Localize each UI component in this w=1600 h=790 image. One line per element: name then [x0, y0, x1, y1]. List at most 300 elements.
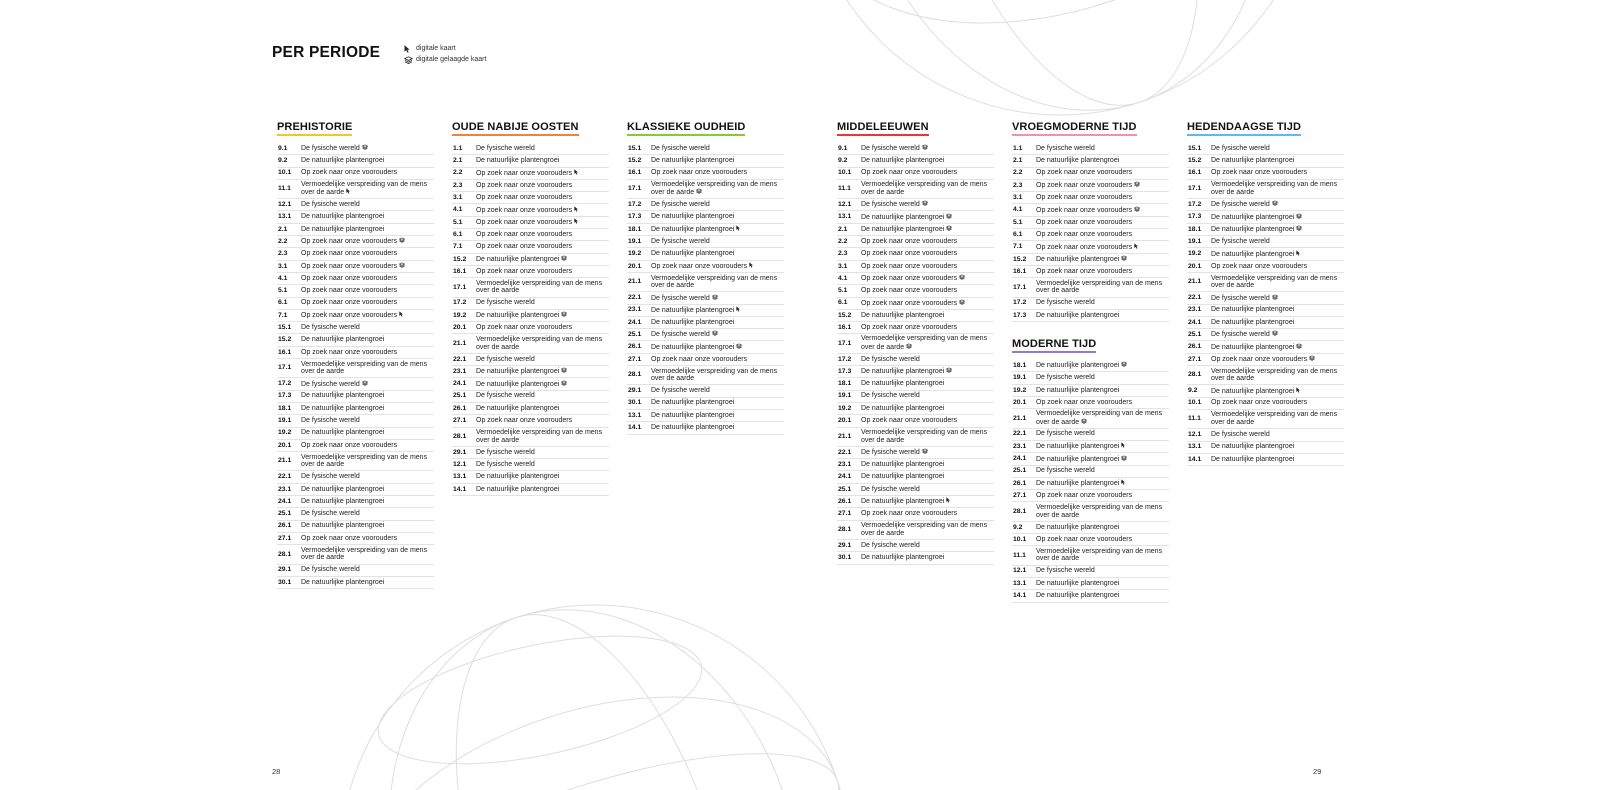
map-title: Op zoek naar onze voorouders: [861, 299, 958, 307]
map-entry: [1187, 354, 1344, 366]
map-entry: [837, 471, 994, 483]
map-title: De fysische wereld: [861, 355, 920, 363]
map-entry: [837, 155, 994, 167]
map-entry: [277, 428, 434, 440]
map-number: 25.1: [628, 331, 642, 338]
map-title: Op zoek naar onze voorouders: [1036, 194, 1133, 202]
map-title: De fysische wereld: [301, 417, 360, 425]
layers-icon: [1121, 255, 1127, 264]
layers-icon: [362, 144, 368, 153]
map-entry: [837, 273, 994, 285]
map-title: Op zoek naar onze voorouders: [1036, 491, 1133, 499]
map-entry: [627, 422, 784, 434]
layers-icon: [1309, 355, 1315, 364]
map-entry: [1012, 192, 1169, 204]
map-title: Op zoek naar onze voorouders: [861, 169, 958, 177]
map-number: 29.1: [453, 448, 467, 456]
legend-label: digitale gelaagde kaart: [416, 56, 487, 63]
map-entry: [277, 224, 434, 236]
map-title: De natuurlijke plantengroei: [1211, 157, 1295, 165]
period-section: [837, 117, 994, 565]
map-number: 16.1: [1188, 169, 1202, 177]
map-entry: [837, 391, 994, 403]
map-title: De fysische wereld: [301, 201, 360, 209]
page-title: PER PERIODE: [272, 44, 381, 61]
map-entry: [277, 508, 434, 520]
map-number: 2.3: [838, 250, 848, 258]
layers-icon: [404, 56, 416, 64]
map-title: Vermoedelijke verspreiding van de mens over de aarde: [861, 429, 988, 444]
map-entry: [1012, 385, 1169, 397]
map-entry: [277, 577, 434, 589]
column-vroegmoderne-moderne-tijd: [1012, 117, 1169, 603]
map-entry: [1012, 502, 1169, 521]
map-title: De natuurlijke plantengroei: [1211, 226, 1295, 234]
map-entry: [1012, 310, 1169, 322]
map-title: De fysische wereld: [861, 201, 920, 209]
map-entry: [1012, 241, 1169, 253]
layers-icon: [399, 262, 405, 271]
map-title: De natuurlijke plantengroei: [861, 157, 945, 165]
map-number: 13.1: [1188, 443, 1202, 451]
map-title: De fysische wereld: [1211, 331, 1270, 339]
map-entry: [1187, 366, 1344, 385]
map-number: 9.2: [1188, 387, 1198, 395]
map-title: Vermoedelijke verspreiding van de mens over de aarde: [476, 336, 603, 351]
map-entry: [627, 354, 784, 366]
map-entry: [452, 241, 609, 253]
map-entry: [1187, 398, 1344, 410]
map-number: 7.1: [278, 311, 288, 319]
map-number: 20.1: [278, 441, 292, 449]
layers-icon: [696, 188, 702, 197]
map-title: De fysische wereld: [861, 449, 920, 457]
map-number: 4.1: [278, 274, 288, 282]
map-title: Vermoedelijke verspreiding van de mens over de aarde: [301, 180, 428, 197]
map-number: 2.1: [838, 225, 848, 233]
map-number: 24.1: [1188, 318, 1202, 326]
map-number: 29.1: [838, 541, 852, 549]
map-entry: [452, 334, 609, 353]
map-number: 26.1: [453, 404, 467, 412]
map-number: 14.1: [1188, 455, 1202, 463]
map-entry: [837, 322, 994, 334]
map-title: De fysische wereld: [1036, 144, 1095, 152]
map-entry: [277, 199, 434, 211]
map-number: 20.1: [1188, 262, 1202, 270]
map-number: 17.1: [838, 339, 852, 347]
map-title: Vermoedelijke verspreiding van de mens over de aarde: [1036, 410, 1163, 427]
map-number: 19.2: [453, 311, 467, 319]
map-title: De natuurlijke plantengroei: [1036, 523, 1120, 531]
cursor-icon: [1121, 442, 1126, 451]
map-number: 3.1: [838, 262, 848, 270]
map-number: 17.3: [1013, 311, 1027, 319]
map-number: 18.1: [278, 404, 292, 412]
map-title: Op zoek naar onze voorouders: [301, 169, 398, 177]
map-entry: [627, 305, 784, 317]
map-title: De natuurlijke plantengroei: [651, 213, 735, 221]
layers-icon: [561, 311, 567, 320]
map-number: 17.2: [838, 355, 852, 363]
map-title: Op zoek naar onze voorouders: [301, 348, 398, 356]
map-number: 27.1: [838, 510, 852, 518]
map-number: 9.1: [838, 144, 848, 152]
map-entry: [452, 378, 609, 390]
map-entry: [452, 391, 609, 403]
map-entry: [1187, 292, 1344, 304]
map-entry: [1012, 478, 1169, 490]
map-entry: [837, 236, 994, 248]
cursor-icon: [574, 218, 579, 227]
map-number: 18.1: [628, 225, 642, 233]
map-entry: [452, 471, 609, 483]
map-number: 23.1: [1188, 306, 1202, 314]
map-number: 28.1: [838, 525, 852, 533]
map-number: 16.1: [278, 348, 292, 356]
period-section: [1187, 117, 1344, 466]
map-title: De fysische wereld: [651, 331, 710, 339]
map-number: 12.1: [453, 460, 467, 468]
map-entry: [837, 403, 994, 415]
map-number: 6.1: [1013, 230, 1023, 238]
map-title: Op zoek naar onze voorouders: [476, 417, 573, 425]
map-number: 11.1: [278, 185, 291, 193]
map-title: Op zoek naar onze voorouders: [301, 312, 398, 320]
map-entry: [277, 359, 434, 378]
map-title: De fysische wereld: [476, 355, 535, 363]
map-entry: [277, 452, 434, 471]
map-number: 22.1: [628, 294, 642, 302]
map-number: 9.2: [278, 157, 288, 165]
map-number: 23.1: [278, 485, 292, 493]
map-entry: [277, 347, 434, 359]
map-number: 12.1: [838, 201, 852, 209]
map-title: Vermoedelijke verspreiding van de mens over de aarde: [1036, 503, 1163, 519]
map-entry: [1187, 317, 1344, 329]
map-number: 17.3: [628, 213, 642, 221]
map-entry: [627, 273, 784, 292]
map-entry: [1012, 429, 1169, 441]
map-entry: [452, 192, 609, 204]
map-title: De natuurlijke plantengroei: [301, 485, 385, 493]
map-title: Vermoedelijke verspreiding van de mens over de aarde: [861, 522, 988, 537]
map-entry: [1012, 578, 1169, 590]
layers-icon: [561, 255, 567, 264]
map-title: De fysische wereld: [861, 541, 920, 549]
map-number: 9.1: [278, 144, 288, 152]
map-list: [627, 143, 784, 435]
layers-icon: [1121, 455, 1127, 464]
map-entry: [1012, 490, 1169, 502]
map-number: 10.1: [278, 169, 292, 177]
map-title: Op zoek naar onze voorouders: [651, 355, 748, 363]
map-entry: [1187, 180, 1344, 199]
map-entry: [627, 261, 784, 273]
map-number: 23.1: [1013, 442, 1027, 450]
map-title: Op zoek naar onze voorouders: [1036, 267, 1133, 275]
map-title: De fysische wereld: [301, 324, 360, 331]
map-entry: [1187, 168, 1344, 180]
map-entry: [837, 378, 994, 390]
map-title: Op zoek naar onze voorouders: [1036, 535, 1133, 543]
map-number: 2.3: [278, 250, 288, 258]
map-number: 20.1: [838, 417, 852, 425]
period-title: MODERNE TIJD: [1012, 338, 1096, 353]
legend: [404, 43, 486, 65]
map-title: Op zoek naar onze voorouders: [1211, 399, 1308, 407]
map-title: De natuurlijke plantengroei: [476, 485, 560, 493]
map-entry: [1187, 261, 1344, 273]
map-entry: [627, 329, 784, 341]
map-entry: [277, 285, 434, 297]
map-entry: [277, 334, 434, 346]
map-number: 16.1: [838, 324, 852, 331]
layers-icon: [362, 380, 368, 389]
map-entry: [627, 317, 784, 329]
map-number: 9.2: [1013, 523, 1023, 531]
map-number: 20.1: [1013, 398, 1027, 406]
map-title: De fysische wereld: [301, 380, 360, 388]
map-entry: [452, 484, 609, 496]
layers-icon: [399, 237, 405, 246]
map-number: 11.1: [1188, 415, 1201, 423]
map-title: De natuurlijke plantengroei: [476, 368, 560, 376]
period-section: [1012, 117, 1169, 322]
map-number: 22.1: [1188, 294, 1202, 302]
map-number: 11.1: [838, 185, 851, 193]
period-section: [277, 117, 434, 589]
map-list: [277, 143, 434, 589]
map-title: De natuurlijke plantengroei: [861, 311, 945, 319]
column-oude-nabije-oosten: [452, 117, 609, 496]
map-entry: [837, 459, 994, 471]
layers-icon: [922, 200, 928, 209]
map-number: 21.1: [278, 457, 292, 465]
map-entry: [1012, 397, 1169, 409]
map-entry: [627, 236, 784, 248]
map-number: 10.1: [838, 169, 852, 177]
map-entry: [627, 248, 784, 260]
map-title: De natuurlijke plantengroei: [301, 213, 385, 221]
map-entry: [627, 168, 784, 180]
map-number: 13.1: [1013, 579, 1027, 587]
map-number: 20.1: [628, 262, 642, 270]
map-number: 12.1: [1013, 567, 1027, 575]
map-entry: [1012, 409, 1169, 428]
map-number: 15.1: [1188, 144, 1202, 152]
map-title: De natuurlijke plantengroei: [861, 368, 945, 376]
map-entry: [1187, 385, 1344, 397]
map-number: 26.1: [838, 497, 852, 505]
map-number: 27.1: [1013, 491, 1027, 499]
map-number: 3.1: [1013, 194, 1023, 202]
map-entry: [452, 278, 609, 297]
period-title: OUDE NABIJE OOSTEN: [452, 121, 579, 136]
map-title: Op zoek naar onze voorouders: [301, 238, 398, 246]
map-entry: [837, 496, 994, 508]
map-title: De natuurlijke plantengroei: [1036, 579, 1120, 587]
map-title: De fysische wereld: [301, 145, 360, 153]
column-klassieke-oudheid: [627, 117, 784, 435]
map-number: 5.1: [838, 287, 848, 295]
map-title: Op zoek naar onze voorouders: [861, 510, 958, 518]
map-list: [1012, 360, 1169, 602]
map-title: Op zoek naar onze voorouders: [476, 267, 573, 275]
cursor-icon: [946, 497, 951, 506]
map-title: Op zoek naar onze voorouders: [1036, 243, 1133, 251]
map-number: 6.1: [453, 230, 463, 238]
map-entry: [1187, 429, 1344, 441]
map-title: Vermoedelijke verspreiding van de mens over de aarde: [651, 367, 778, 383]
map-entry: [277, 403, 434, 415]
map-entry: [1012, 534, 1169, 546]
map-title: De fysische wereld: [476, 144, 535, 152]
map-title: De natuurlijke plantengroei: [301, 157, 385, 165]
map-title: De natuurlijke plantengroei: [651, 424, 735, 432]
map-entry: [1187, 341, 1344, 353]
map-number: 21.1: [838, 432, 852, 440]
layers-icon: [922, 144, 928, 153]
map-number: 15.2: [1013, 255, 1027, 263]
layers-icon: [906, 343, 912, 352]
map-entry: [277, 261, 434, 273]
map-title: De natuurlijke plantengroei: [1036, 386, 1120, 394]
map-entry: [277, 310, 434, 322]
map-number: 17.2: [453, 299, 467, 307]
map-list: [452, 143, 609, 496]
map-entry: [627, 211, 784, 223]
map-list: [1187, 143, 1344, 466]
map-number: 7.1: [1013, 243, 1023, 251]
map-title: Op zoek naar onze voorouders: [1211, 169, 1308, 177]
map-title: De natuurlijke plantengroei: [301, 522, 385, 530]
map-number: 28.1: [453, 432, 467, 440]
map-number: 25.1: [278, 510, 292, 518]
map-entry: [837, 552, 994, 564]
period-title: HEDENDAAGSE TIJD: [1187, 121, 1301, 136]
map-list: [837, 143, 994, 565]
map-title: De natuurlijke plantengroei: [861, 213, 945, 221]
layers-icon: [712, 330, 718, 339]
map-entry: [837, 334, 994, 353]
map-entry: [837, 298, 994, 310]
map-entry: [1012, 566, 1169, 578]
map-title: De natuurlijke plantengroei: [476, 256, 560, 264]
map-entry: [452, 217, 609, 229]
map-entry: [277, 273, 434, 285]
map-number: 19.1: [838, 392, 852, 400]
map-number: 12.1: [278, 201, 292, 209]
map-entry: [837, 484, 994, 496]
map-number: 3.1: [278, 262, 288, 270]
map-number: 28.1: [1013, 507, 1027, 515]
map-number: 2.2: [838, 237, 848, 245]
map-number: 13.1: [838, 213, 852, 221]
map-number: 15.1: [628, 144, 642, 152]
map-number: 19.1: [1013, 374, 1027, 382]
map-number: 13.1: [453, 473, 467, 481]
map-title: De natuurlijke plantengroei: [1211, 387, 1295, 395]
map-title: De natuurlijke plantengroei: [301, 336, 385, 344]
map-entry: [1187, 224, 1344, 236]
map-number: 17.2: [1188, 201, 1202, 209]
map-title: De natuurlijke plantengroei: [861, 404, 945, 412]
map-number: 16.1: [1013, 267, 1027, 275]
map-title: De natuurlijke plantengroei: [1211, 250, 1295, 258]
map-entry: [277, 322, 434, 334]
map-entry: [277, 415, 434, 427]
map-number: 15.1: [278, 324, 292, 331]
period-title: VROEGMODERNE TIJD: [1012, 121, 1137, 136]
map-title: Op zoek naar onze voorouders: [1036, 218, 1133, 226]
map-title: De natuurlijke plantengroei: [476, 312, 560, 320]
map-entry: [627, 410, 784, 422]
layers-icon: [1272, 200, 1278, 209]
map-entry: [627, 199, 784, 211]
map-number: 4.1: [838, 274, 848, 282]
map-title: Op zoek naar onze voorouders: [1036, 398, 1133, 406]
map-entry: [1012, 453, 1169, 465]
map-number: 23.1: [453, 367, 467, 375]
map-title: De natuurlijke plantengroei: [476, 473, 560, 481]
layers-icon: [959, 299, 965, 308]
legend-label: digitale kaart: [416, 45, 456, 52]
map-title: Vermoedelijke verspreiding van de mens over de aarde: [1211, 274, 1338, 290]
map-title: Vermoedelijke verspreiding van de mens over de aarde: [651, 180, 778, 197]
map-number: 17.2: [278, 380, 292, 388]
map-entry: [837, 199, 994, 211]
column-middeleeuwen: [837, 117, 994, 565]
map-title: Vermoedelijke verspreiding van de mens over de aarde: [1211, 367, 1338, 383]
map-title: Vermoedelijke verspreiding van de mens over de aarde: [651, 274, 778, 290]
map-number: 21.1: [1188, 278, 1202, 286]
map-entry: [837, 310, 994, 322]
map-entry: [452, 298, 609, 310]
map-title: De natuurlijke plantengroei: [301, 497, 385, 505]
map-entry: [1012, 254, 1169, 266]
map-entry: [837, 143, 994, 155]
map-number: 26.1: [1013, 479, 1027, 487]
map-title: De fysische wereld: [301, 566, 360, 574]
map-title: Op zoek naar onze voorouders: [476, 194, 573, 202]
map-number: 17.1: [278, 364, 292, 372]
map-number: 14.1: [628, 424, 642, 432]
map-number: 15.2: [1188, 157, 1202, 165]
map-title: De fysische wereld: [1036, 567, 1095, 575]
map-title: Vermoedelijke verspreiding van de mens over de aarde: [1036, 279, 1163, 295]
map-entry: [837, 224, 994, 236]
map-number: 22.1: [278, 473, 292, 481]
map-entry: [277, 143, 434, 155]
map-title: De fysische wereld: [301, 473, 360, 481]
map-entry: [837, 285, 994, 297]
map-title: De natuurlijke plantengroei: [1211, 443, 1295, 451]
column-hedendaagse-tijd: [1187, 117, 1344, 466]
map-number: 27.1: [453, 417, 467, 425]
layers-icon: [1296, 213, 1302, 222]
map-title: Vermoedelijke verspreiding van de mens over de aarde: [476, 279, 603, 295]
map-title: De natuurlijke plantengroei: [861, 554, 945, 562]
map-number: 21.1: [628, 278, 642, 286]
layers-icon: [946, 213, 952, 222]
map-number: 19.1: [278, 417, 292, 425]
map-entry: [837, 366, 994, 378]
map-title: De fysische wereld: [651, 237, 710, 245]
map-entry: [837, 248, 994, 260]
map-number: 3.1: [453, 194, 463, 202]
map-title: De fysische wereld: [1036, 467, 1095, 475]
